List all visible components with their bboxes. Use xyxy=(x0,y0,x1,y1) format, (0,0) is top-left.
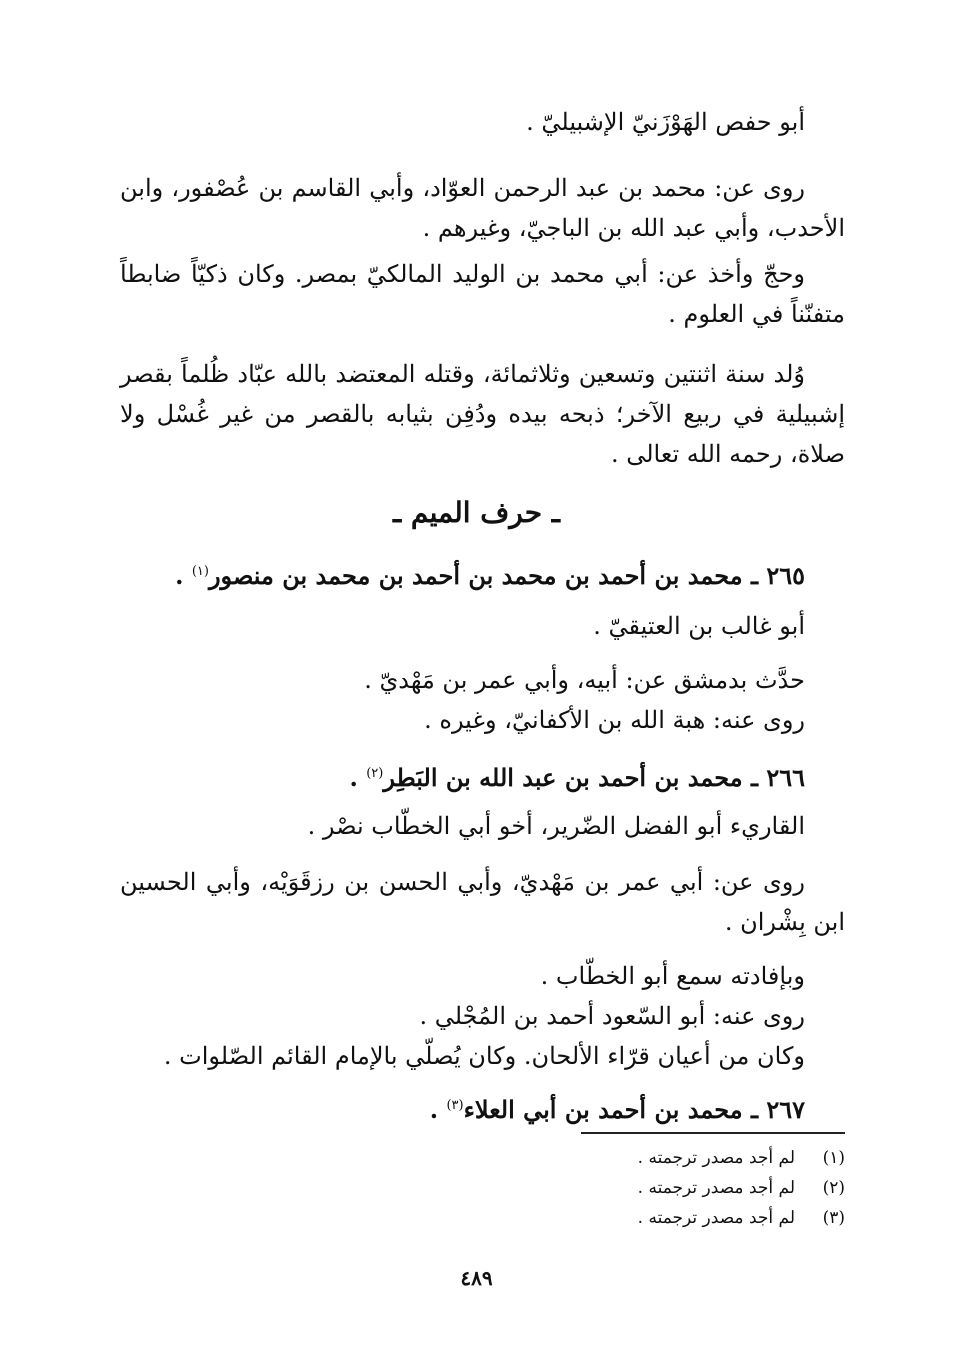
entry-266-line-5: وكان من أعيان قرّاء الألحان. وكان يُصلّي بالإمام القائم الصّلوات . xyxy=(163,1042,805,1070)
footnote-1 xyxy=(638,1144,845,1172)
paragraph-narrated-from: روى عن: محمد بن عبد الرحمن العوّاد، وأبي القاسم بن عُصْفور، وابن الأحدب، وأبي عبد الله بن الباجيّ، وغيرهم . xyxy=(120,174,845,242)
paragraph-name: أبو حفص الهَوْزَنيّ الإشبيليّ . xyxy=(526,108,805,136)
footnote-ref-2[interactable]: (٢) xyxy=(366,766,384,781)
entry-266-line-4: روى عنه: أبو السّعود أحمد بن المُجْلي . xyxy=(419,1002,805,1030)
footnote-text: لم أجد مصدر ترجمته . xyxy=(637,1148,795,1168)
footnote-2 xyxy=(638,1174,845,1202)
section-heading: ـ حرف الميم ـ xyxy=(392,496,560,529)
paragraph-birth-death: وُلد سنة اثنتين وتسعين وثلاثمائة، وقتله المعتضد بالله عبّاد ظُلماً بقصر إشبيلية في ربيع الآخر؛ ذبحه بيده ودُفِن بثيابه بالقصر من غير غُسْل ولا صلاة، رحمه الله تعالى . xyxy=(120,360,845,468)
entry-267-title xyxy=(120,1086,845,1130)
footnote-number: (٣) xyxy=(822,1208,845,1228)
entry-266-line-3: وبإفادته سمع أبو الخطّاب . xyxy=(540,962,805,990)
entry-267-end: . xyxy=(429,1095,447,1124)
entry-265-title xyxy=(120,552,845,596)
footnote-text: لم أجد مصدر ترجمته . xyxy=(637,1208,795,1228)
entry-265-end: . xyxy=(175,561,192,590)
footnote-text: لم أجد مصدر ترجمته . xyxy=(637,1178,795,1198)
entry-266-line-1: القاريء أبو الفضل الضّرير، أخو أبي الخطّاب نصْر . xyxy=(307,812,805,840)
entry-265-line-2: حدَّث بدمشق عن: أبيه، وأبي عمر بن مَهْديّ . xyxy=(364,666,805,694)
entry-266-name: ٢٦٦ ـ محمد بن أحمد بن عبد الله بن البَطِر xyxy=(383,763,805,792)
entry-266-paragraph-2: روى عن: أبي عمر بن مَهْديّ، وأبي الحسن بن رزقَوَيْه، وأبي الحسين ابن بِشْران . xyxy=(120,868,845,936)
entry-265-line-1: أبو غالب بن العتيقيّ . xyxy=(593,612,805,640)
entry-265-name: ٢٦٥ ـ محمد بن أحمد بن محمد بن أحمد بن محمد بن منصور xyxy=(208,561,805,590)
footnote-ref-3[interactable]: (٣) xyxy=(446,1098,464,1113)
entry-266-end: . xyxy=(349,763,367,792)
footnote-3 xyxy=(638,1204,845,1232)
entry-267-name: ٢٦٧ ـ محمد بن أحمد بن أبي العلاء xyxy=(463,1095,805,1124)
paragraph-hajj: وحجّ وأخذ عن: أبي محمد بن الوليد المالكيّ بمصر. وكان ذكيّاً ضابطاً متفنّناً في العلوم . xyxy=(120,260,845,328)
footnote-number: (٢) xyxy=(822,1178,845,1198)
footnote-separator xyxy=(581,1132,845,1134)
page-number: ٤٨٩ xyxy=(460,1266,493,1290)
entry-266-title xyxy=(120,754,845,798)
entry-265-line-3: روى عنه: هبة الله بن الأكفانيّ، وغيره . xyxy=(424,706,805,734)
footnote-number: (١) xyxy=(822,1148,845,1168)
footnote-ref-1[interactable]: (١) xyxy=(191,564,209,579)
